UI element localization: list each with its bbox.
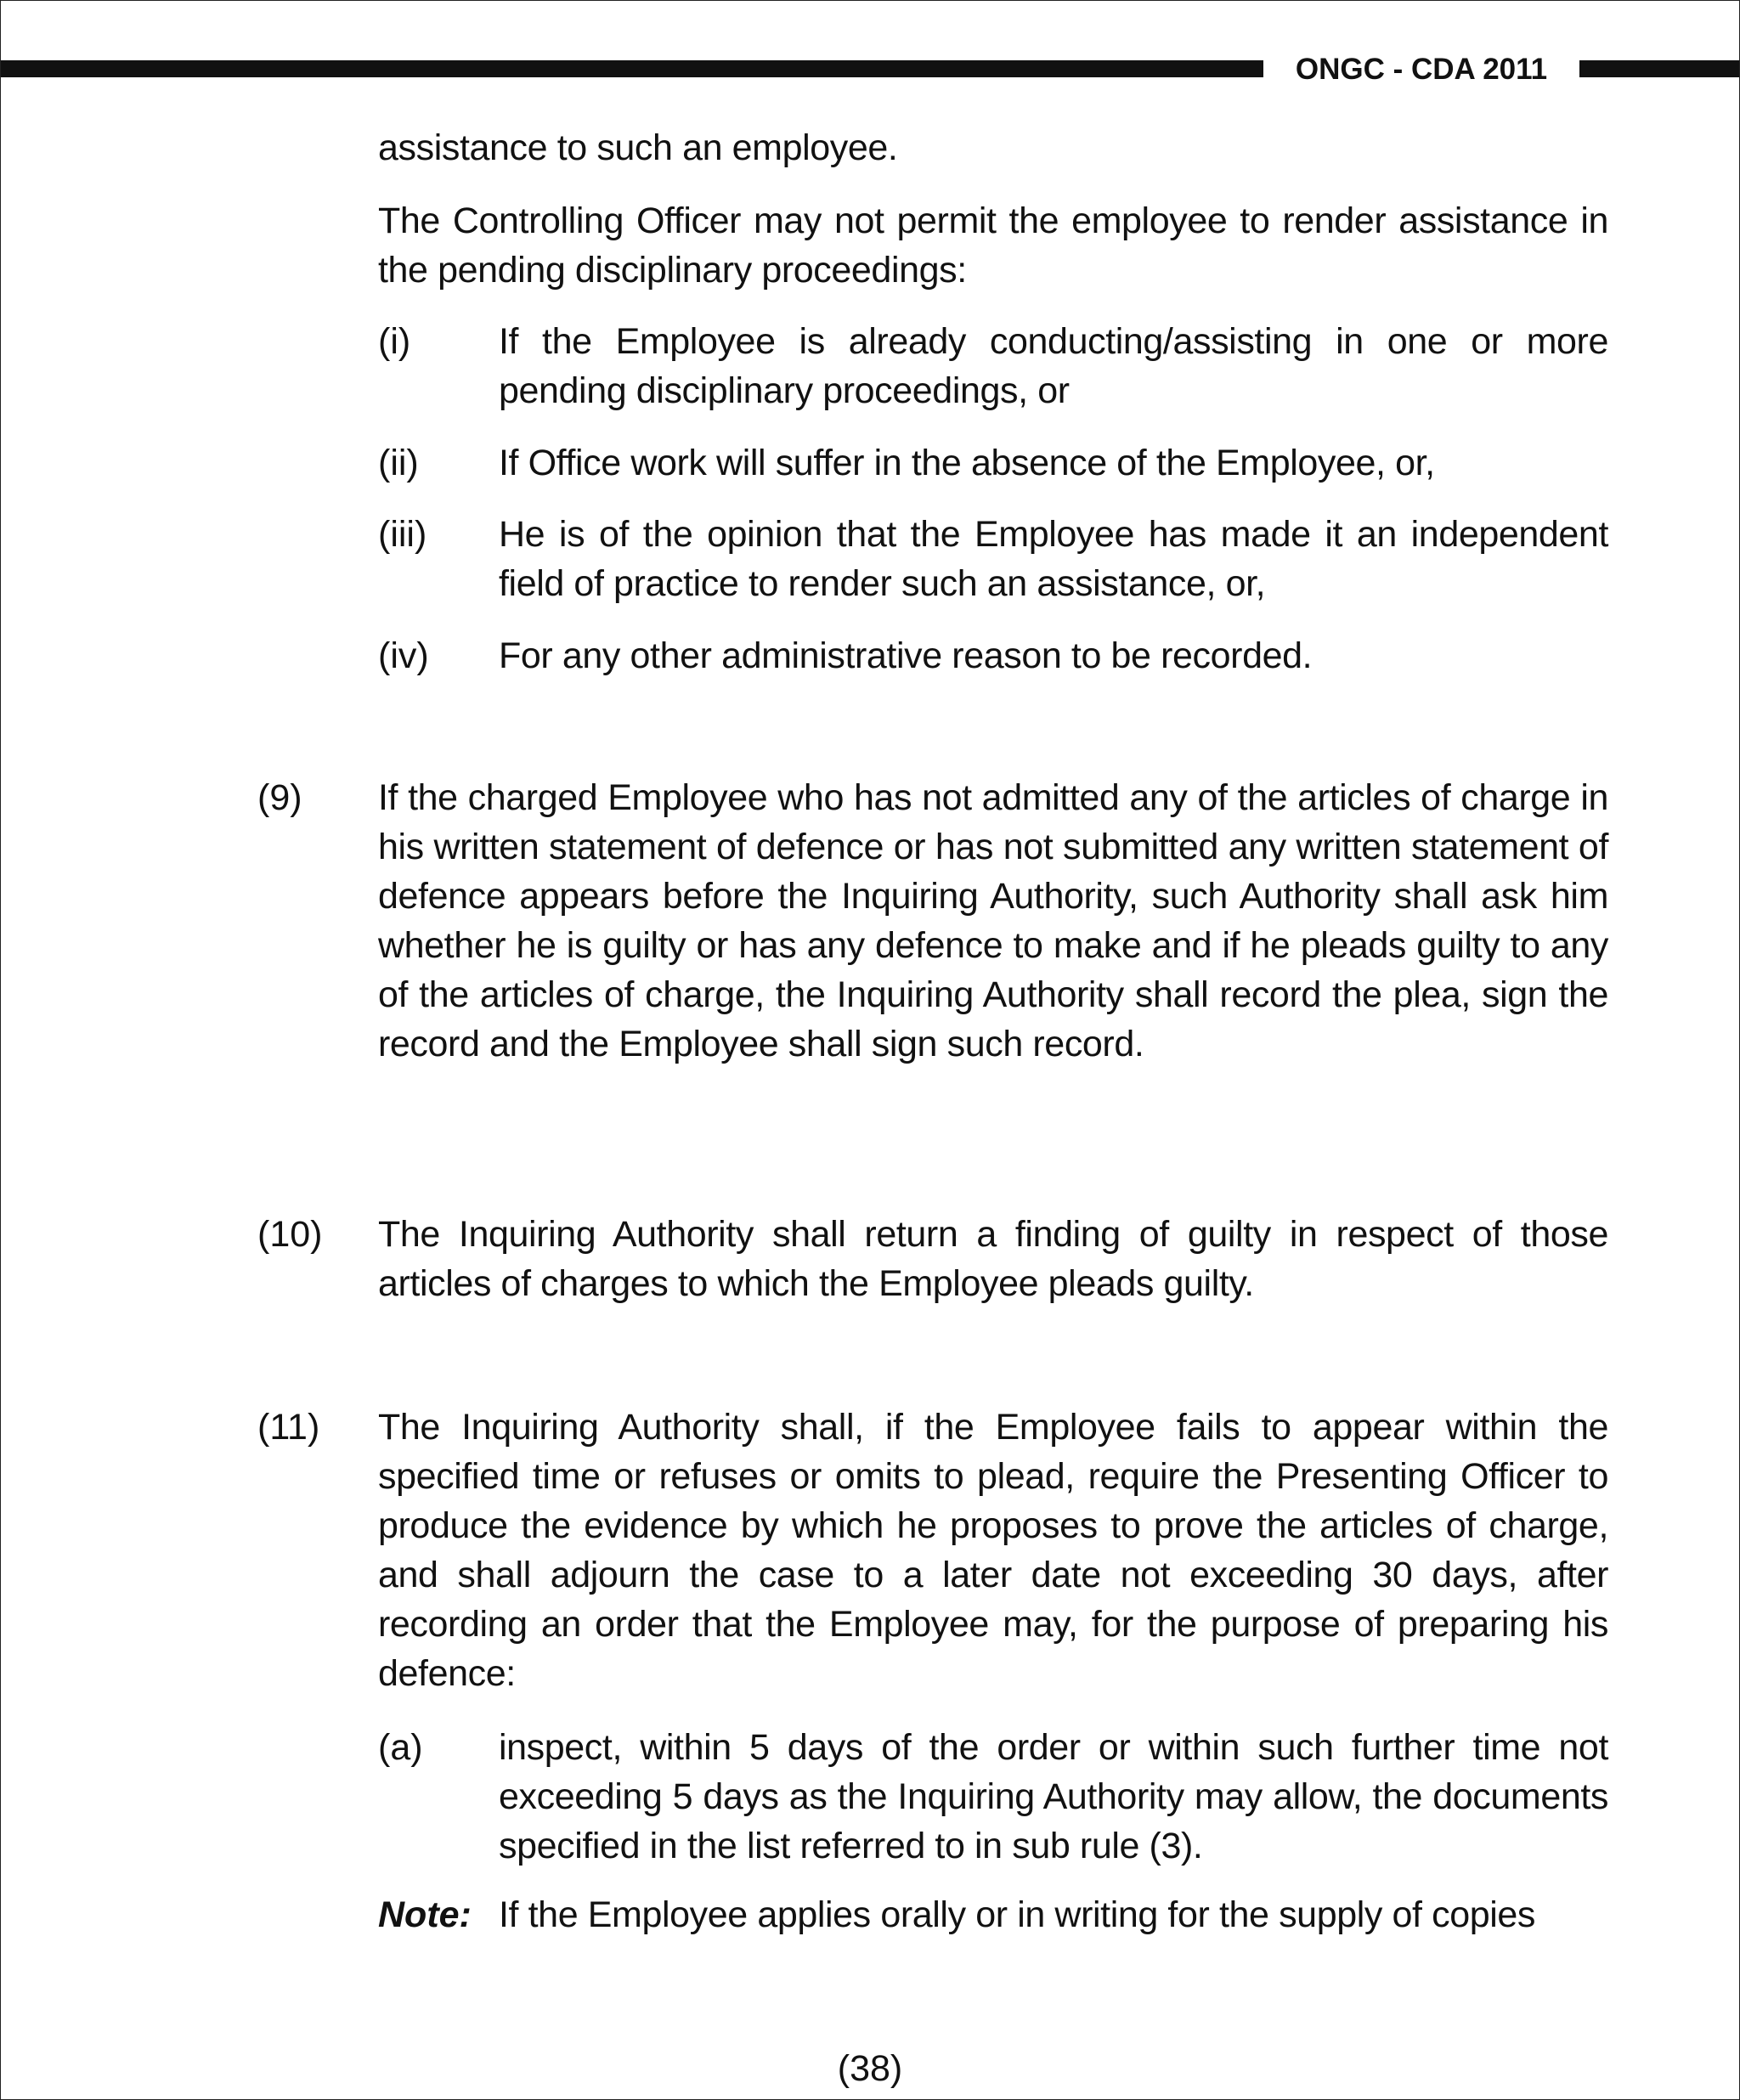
intro-paragraph: The Controlling Officer may not permit the employee to render assistance in the pending disciplinary proceedings: [378,200,1608,291]
header-rule-left [1,60,1263,77]
item-text-iv: For any other administrative reason to be recorded. [499,635,1313,676]
item-text-i: If the Employee is already conducting/assisting in one or more pending disciplinary proceedings, or [499,321,1608,411]
paragraph-10-text: The Inquiring Authority shall return a finding of guilty in respect of those articles of charges to which the Employee pleads guilty. [378,1214,1608,1304]
paragraph-number-9: (9) [257,777,302,818]
item-label-iii: (iii) [378,514,427,555]
item-label-a: (a) [378,1727,423,1768]
item-label-ii: (ii) [378,443,419,483]
item-label-iv: (iv) [378,635,429,676]
continuation-line: assistance to such an employee. [378,127,898,168]
note-label: Note: [378,1894,472,1935]
item-label-i: (i) [378,321,411,362]
note-text: If the Employee applies orally or in writing for the supply of copies [499,1894,1536,1935]
header-title: ONGC - CDA 2011 [1295,53,1548,86]
item-text-a: inspect, within 5 days of the order or within such further time not exceeding 5 days as the Inquiring Authority may allow, the documents specified in the list referred to in sub rule (3). [499,1727,1608,1866]
paragraph-9-text: If the charged Employee who has not admitted any of the articles of charge in his written statement of defence or has not submitted any written statement of defence appears before the Inquiring Authority, such Authority shall ask him whether he is guilty or has any defence to make and if he pleads guilty to any of the articles of charge, the Inquiring Authority shall record the plea, sign the record and the Employee shall sign such record. [378,777,1608,1064]
paragraph-11-text: The Inquiring Authority shall, if the Employee fails to appear within the specified time or refuses or omits to plead, require the Presenting Officer to produce the evidence by which he proposes to prove the articles of charge, and shall adjourn the case to a later date not exceeding 30 days, after recording an order that the Employee may, for the purpose of preparing his defence: [378,1407,1608,1694]
paragraph-number-10: (10) [257,1214,323,1255]
item-text-ii: If Office work will suffer in the absence of the Employee, or, [499,443,1435,483]
item-text-iii: He is of the opinion that the Employee has made it an independent field of practice to render such an assistance, or, [499,514,1608,604]
page-number: (38) [837,2048,903,2089]
paragraph-number-11: (11) [257,1407,320,1448]
header-rule-right [1579,60,1739,77]
